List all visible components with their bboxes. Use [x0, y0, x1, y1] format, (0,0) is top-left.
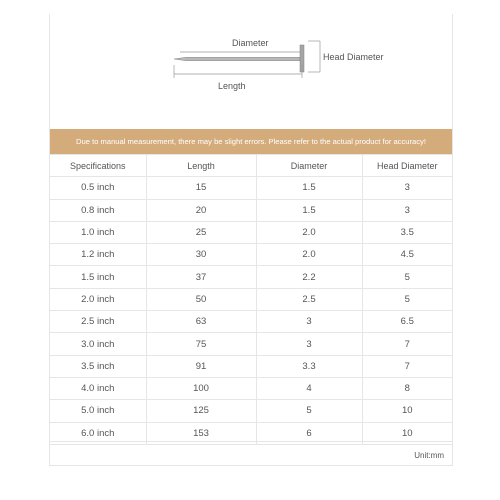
cell-diameter: 2.0	[256, 244, 362, 266]
table-row	[50, 244, 452, 266]
cell-head-diameter: 8	[362, 377, 452, 399]
cell-diameter: 3	[256, 311, 362, 333]
unit-footer	[50, 441, 452, 466]
cell-specification: 5.0 inch	[50, 400, 146, 422]
cell-diameter: 2.2	[256, 266, 362, 288]
unit-label: Unit:mm	[414, 451, 444, 460]
cell-specification: 3.0 inch	[50, 333, 146, 355]
cell-diameter: 2.0	[256, 221, 362, 243]
cell-diameter: 3.3	[256, 355, 362, 377]
cell-specification: 3.5 inch	[50, 355, 146, 377]
cell-diameter: 4	[256, 377, 362, 399]
cell-head-diameter: 6.5	[362, 311, 452, 333]
length-label: Length	[218, 81, 246, 91]
cell-length: 30	[146, 244, 256, 266]
cell-head-diameter: 5	[362, 288, 452, 310]
cell-specification: 4.0 inch	[50, 377, 146, 399]
cell-specification: 1.5 inch	[50, 266, 146, 288]
table-header-row	[50, 155, 452, 177]
cell-head-diameter: 4.5	[362, 244, 452, 266]
table-row	[50, 333, 452, 355]
diameter-label: Diameter	[232, 38, 269, 48]
table-row	[50, 355, 452, 377]
nail-illustration	[50, 14, 452, 129]
table-row	[50, 266, 452, 288]
cell-diameter: 1.5	[256, 177, 362, 199]
cell-specification: 2.0 inch	[50, 288, 146, 310]
cell-specification: 0.8 inch	[50, 199, 146, 221]
table-row	[50, 177, 452, 199]
nail-diagram	[50, 14, 452, 129]
cell-diameter: 3	[256, 333, 362, 355]
cell-head-diameter: 3	[362, 199, 452, 221]
cell-length: 125	[146, 400, 256, 422]
header-length: Length	[146, 155, 256, 177]
table-row	[50, 311, 452, 333]
cell-specification: 0.5 inch	[50, 177, 146, 199]
cell-head-diameter: 3	[362, 177, 452, 199]
cell-head-diameter: 10	[362, 422, 452, 444]
table-row	[50, 288, 452, 310]
cell-length: 37	[146, 266, 256, 288]
cell-head-diameter: 3.5	[362, 221, 452, 243]
cell-length: 100	[146, 377, 256, 399]
cell-length: 25	[146, 221, 256, 243]
head-diameter-label: Head Diameter	[323, 52, 384, 62]
cell-specification: 6.0 inch	[50, 422, 146, 444]
table-row	[50, 377, 452, 399]
cell-diameter: 5	[256, 400, 362, 422]
header-specifications: Specifications	[50, 155, 146, 177]
cell-head-diameter: 7	[362, 333, 452, 355]
spec-sheet	[49, 14, 453, 466]
header-head-diameter: Head Diameter	[362, 155, 452, 177]
cell-diameter: 6	[256, 422, 362, 444]
header-diameter: Diameter	[256, 155, 362, 177]
cell-length: 50	[146, 288, 256, 310]
cell-length: 75	[146, 333, 256, 355]
cell-length: 15	[146, 177, 256, 199]
cell-diameter: 1.5	[256, 199, 362, 221]
cell-length: 153	[146, 422, 256, 444]
spec-table	[50, 154, 452, 445]
table-row	[50, 221, 452, 243]
cell-length: 91	[146, 355, 256, 377]
cell-head-diameter: 7	[362, 355, 452, 377]
cell-specification: 1.2 inch	[50, 244, 146, 266]
cell-length: 20	[146, 199, 256, 221]
cell-specification: 2.5 inch	[50, 311, 146, 333]
cell-diameter: 2.5	[256, 288, 362, 310]
table-row	[50, 400, 452, 422]
cell-length: 63	[146, 311, 256, 333]
cell-head-diameter: 5	[362, 266, 452, 288]
measurement-notice: Due to manual measurement, there may be slight errors. Please refer to the actual product for accuracy!	[50, 129, 452, 154]
nail-shank	[174, 57, 300, 60]
cell-specification: 1.0 inch	[50, 221, 146, 243]
table-row	[50, 199, 452, 221]
cell-head-diameter: 10	[362, 400, 452, 422]
